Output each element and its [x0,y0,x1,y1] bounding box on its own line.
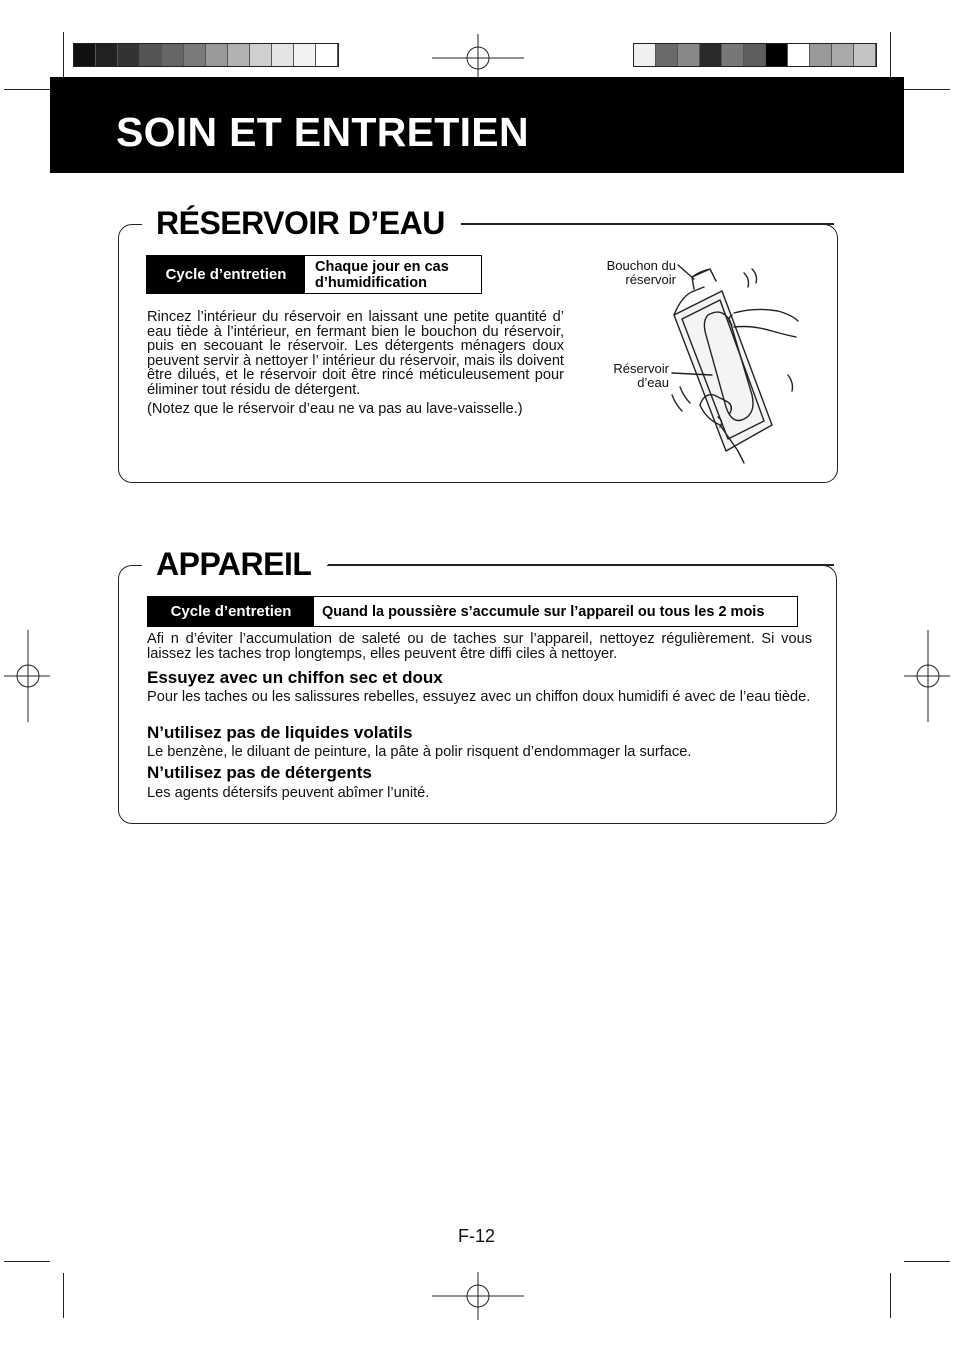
item-heading: N’utilisez pas de détergents [147,763,372,782]
cycle-value: Quand la poussière s’accumule sur l’appareil ou tous les 2 mois [314,597,795,626]
section-rule [444,223,834,225]
appareil-cycle-table [147,596,798,627]
item-text: Les agents détersifs peuvent abîmer l’unité. [147,785,430,801]
cap-label: Bouchon du réservoir [606,258,676,287]
item-heading: Essuyez avec un chiffon sec et doux [147,668,443,687]
grey-scale-strip-right [633,43,877,67]
registration-mark-right [904,630,950,722]
cycle-value: Chaque jour en cas d’humidification [305,256,481,293]
cycle-label: Cycle d’entretien [147,256,305,293]
item-text: Le benzène, le diluant de peinture, la pâte à polir risquent d’endommager la surface. [147,744,692,760]
reservoir-cycle-table [146,255,482,294]
cycle-label: Cycle d’entretien [148,597,314,626]
grey-scale-strip-left [73,43,339,67]
item-text: Pour les taches ou les salissures rebelles, essuyez avec un chiffon doux humidifi é avec de l’eau tiède. [147,689,811,705]
reservoir-instructions [147,310,564,416]
water-tank-illustration [660,255,810,465]
reservoir-title: RÉSERVOIR D’EAU [142,205,461,242]
page-number: F-12 [458,1226,496,1246]
registration-mark-left [4,630,50,722]
page-header [50,77,904,173]
appareil-intro: Afi n d’éviter l’accumulation de saleté ou de taches sur l’appareil, nettoyez régulièrement. Si vous laissez les taches trop longtemps, elles peuvent être diffi ciles à nettoyer. [147,631,812,662]
reservoir-body: Rincez l’intérieur du réservoir en laissant une petite quantité d’ eau tiède à l’intérieur, en fermant bien le bouchon du réservoir, puis en secouant le réservoir. Les détergents ménagers doux peuvent servir à nettoyer l’ intérieur du réservoir, mais ils doivent être dilués, et le réservoir doit être rincé méticuleusement pour éliminer tout résidu de détergent. [147,309,564,398]
tank-label: Réservoir d’eau [613,361,669,390]
page-title: SOIN ET ENTRETIEN [116,109,529,155]
registration-mark-bottom [432,1272,524,1320]
section-rule [328,564,834,566]
reservoir-note: (Notez que le réservoir d’eau ne va pas au lave-vaisselle.) [147,400,523,417]
item-heading: N’utilisez pas de liquides volatils [147,723,413,742]
appareil-title: APPAREIL [142,546,327,583]
registration-mark-top [432,34,524,82]
